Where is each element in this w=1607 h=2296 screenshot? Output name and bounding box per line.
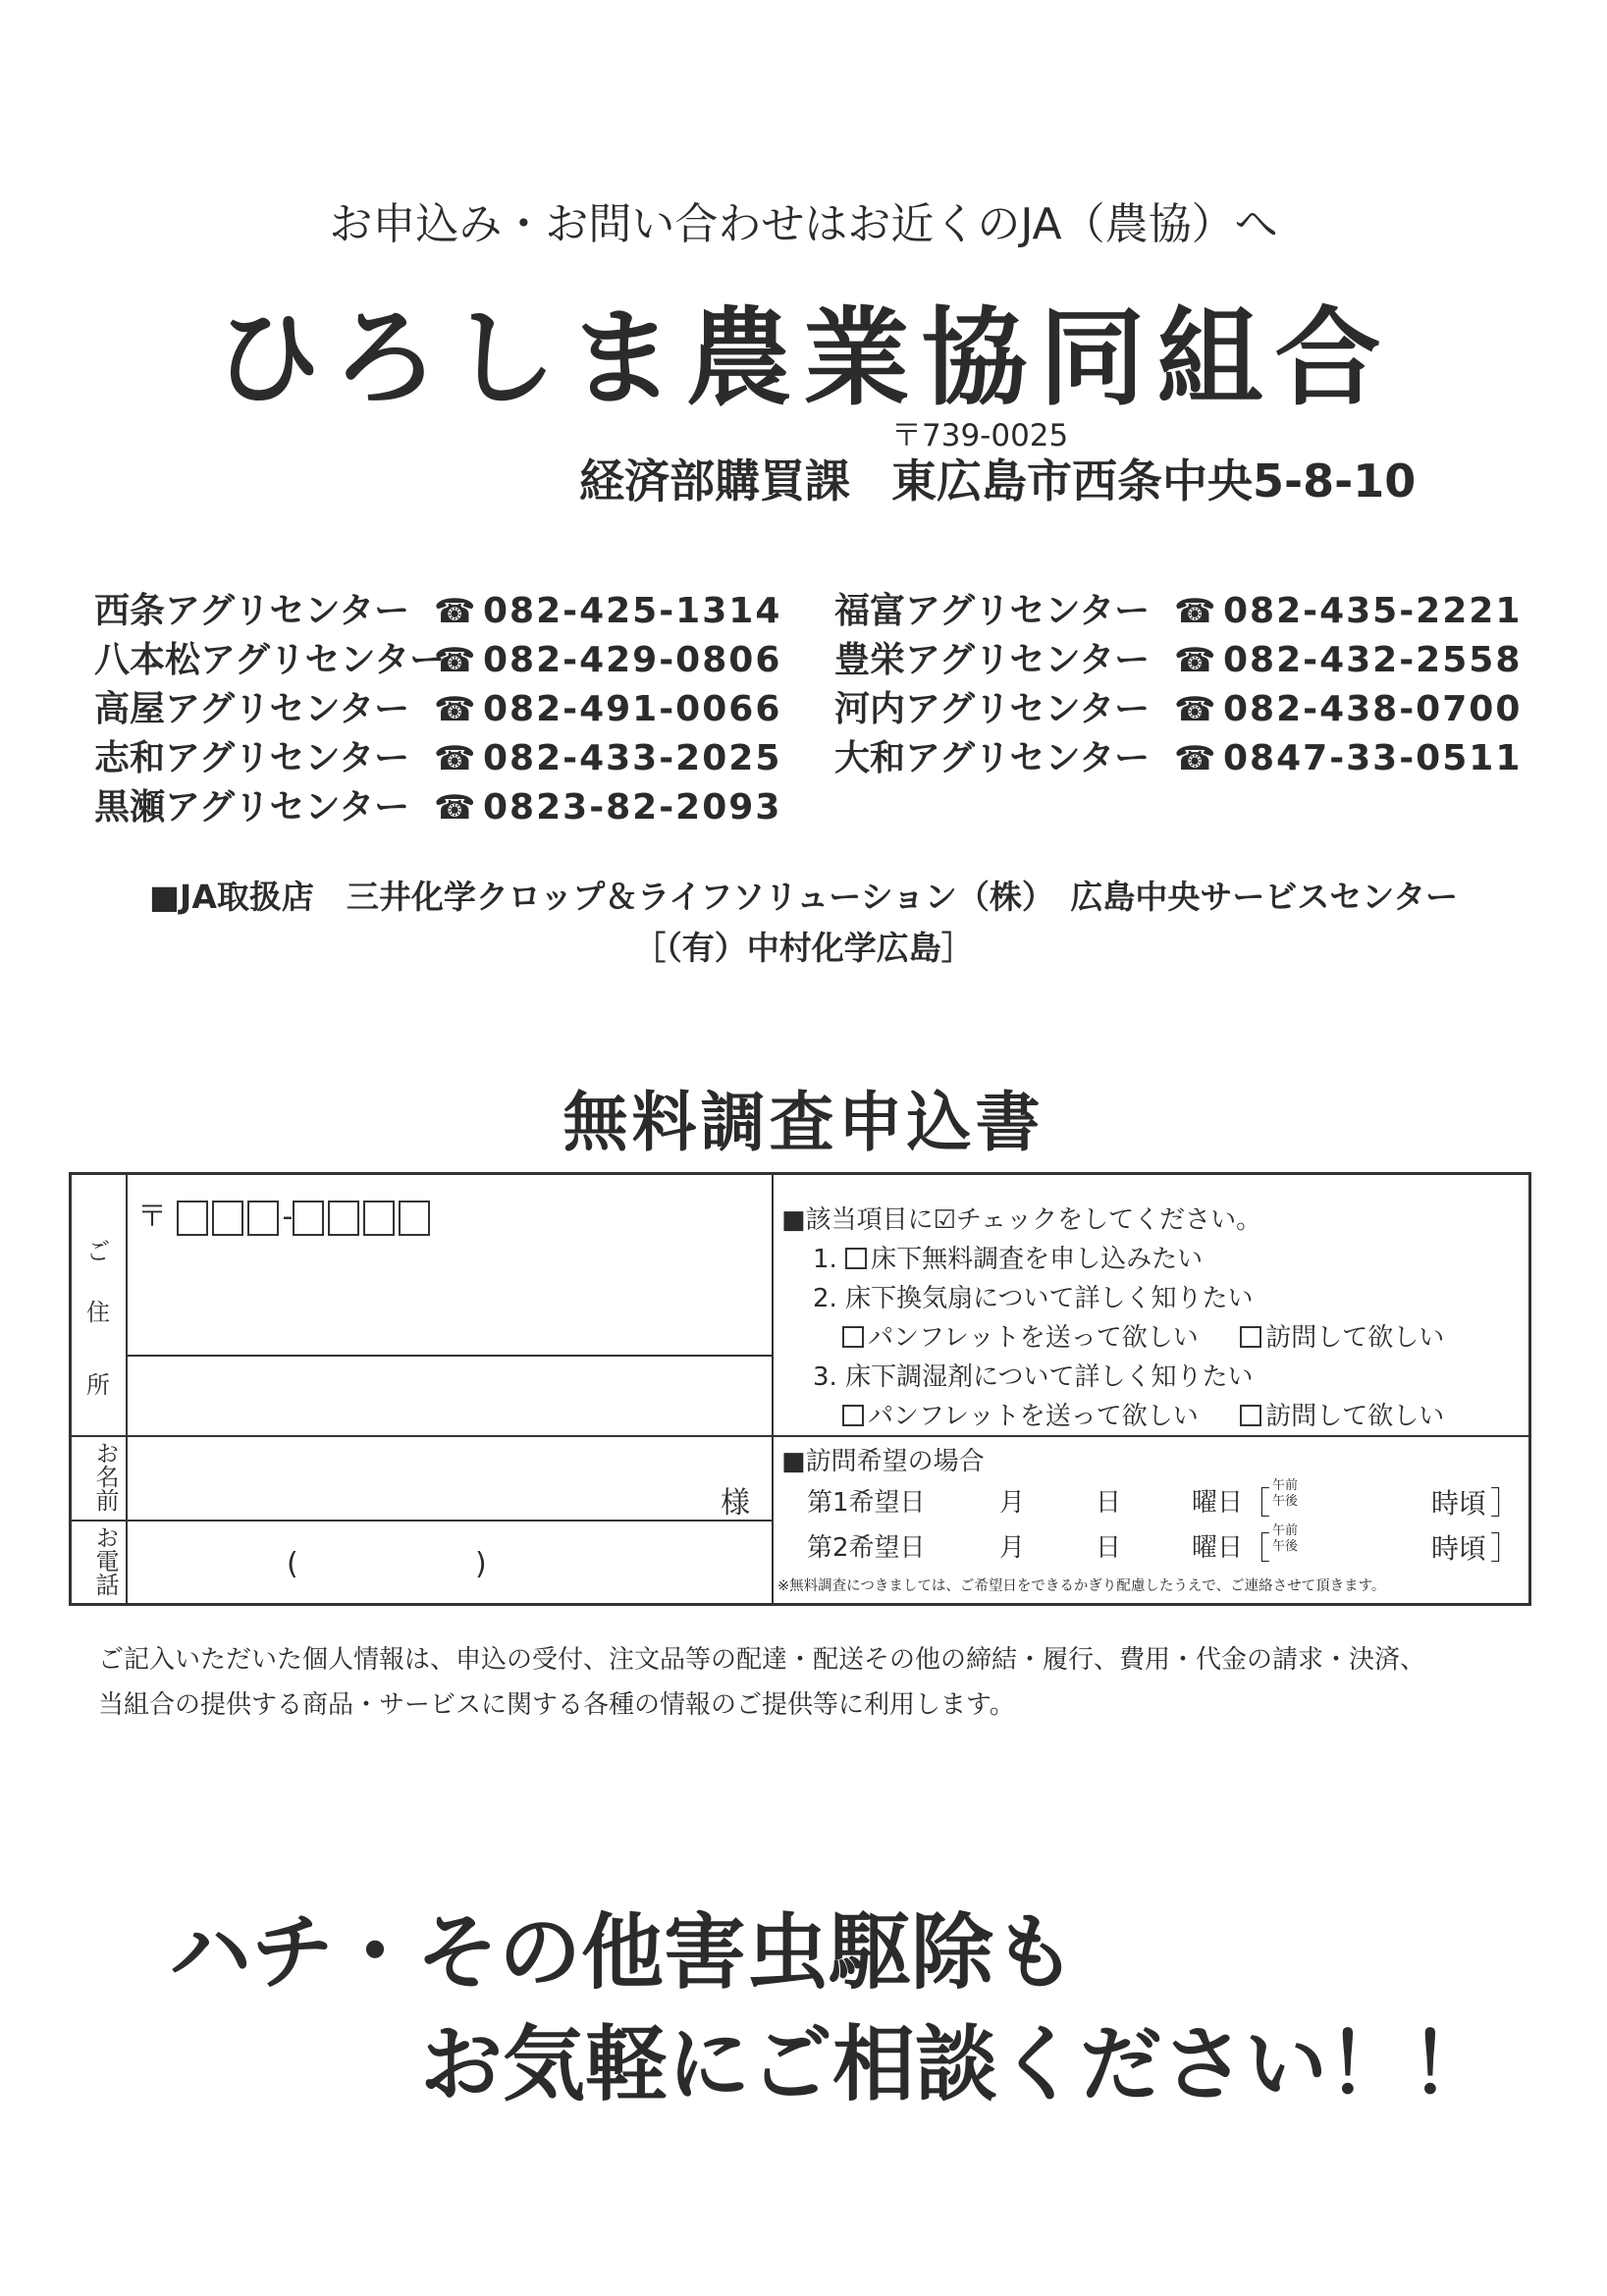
center-row [94,734,781,783]
center-phone: 0847-33-0511 [1223,738,1523,778]
shop-line-2: ［（有）中村化学広島］ [633,929,974,967]
phone-paren-open: ( [287,1547,298,1581]
privacy-notice [98,1637,1551,1728]
name-input[interactable] [130,1439,719,1518]
center-phone: 0823-82-2093 [483,787,782,828]
pref-2-month: 月 [999,1533,1026,1563]
name-phone-divider [69,1520,772,1522]
center-name: 志和アグリセンター [94,738,410,778]
pm-option[interactable]: 午後 [1272,1494,1299,1509]
item-2-pamphlet-checkbox[interactable] [842,1326,864,1348]
slogan-line-1: ハチ・その他害虫駆除も [169,1904,1077,2001]
item-2-pamphlet-label: パンフレットを送って欲しい [868,1323,1199,1353]
center-row [94,587,781,636]
address-divider [126,1355,772,1357]
center-row [94,783,781,832]
phone-icon: ☎ [434,739,476,778]
center-name: 福富アグリセンター [834,591,1151,631]
pref-1-weekday: 曜日 [1192,1488,1244,1518]
center-phone: 082-429-0806 [483,640,782,680]
center-name: 黒瀬アグリセンター [94,787,410,828]
am-option[interactable]: 午前 [1272,1523,1299,1538]
center-phone: 082-491-0066 [483,689,782,729]
phone-label: お電話 [91,1525,119,1596]
address-input-line-2[interactable] [130,1359,768,1433]
postal-digit-box[interactable] [177,1201,208,1236]
phone-paren-close: ) [475,1547,487,1581]
phone-icon: ☎ [1174,592,1216,631]
pref-2-label: 第2希望日 [807,1533,926,1563]
postal-digit-box[interactable] [399,1201,430,1236]
form-title: 無料調査申込書 [562,1085,1045,1160]
phone-input[interactable] [130,1523,768,1602]
postal-digit-box[interactable] [363,1201,395,1236]
address-input-line-1[interactable] [130,1247,768,1351]
center-phone: 082-425-1314 [483,591,782,631]
pref-2-bracket-close: ］ [1490,1529,1523,1567]
pref-1-day: 日 [1096,1488,1122,1518]
intro-text: お申込み・お問い合わせはお近くのJA（農協）へ [329,199,1278,249]
center-row [94,685,781,734]
pref-1-time: 時頃 [1431,1487,1487,1520]
row-divider [69,1435,1531,1437]
center-name: 河内アグリセンター [834,689,1151,729]
item-1-number: 1. [813,1245,837,1274]
privacy-line-2: 当組合の提供する商品・サービスに関する各種の情報のご提供等に利用します。 [98,1690,1015,1720]
pref-2-ampm[interactable] [1272,1523,1298,1555]
visit-header: ■訪問希望の場合 [781,1447,985,1476]
postal-digit-box[interactable] [328,1201,359,1236]
center-phone: 082-433-2025 [483,738,782,778]
phone-icon: ☎ [1174,739,1216,778]
postal-digit-box[interactable] [293,1201,324,1236]
phone-icon: ☎ [434,788,476,828]
center-name: 大和アグリセンター [834,738,1151,778]
pref-2-bracket-open: ［ [1239,1529,1271,1567]
center-row [834,587,1522,636]
center-phone: 082-432-2558 [1223,640,1523,680]
pref-1-month: 月 [999,1488,1026,1518]
pref-2-time: 時頃 [1431,1532,1487,1565]
department: 経済部購買課 [579,454,850,507]
postal-digit-box[interactable] [247,1201,279,1236]
phone-icon: ☎ [1174,690,1216,729]
item-1-checkbox[interactable] [845,1248,867,1269]
address-label-1: ご [86,1238,110,1265]
address: 東広島市西条中央5-8-10 [891,454,1417,507]
name-suffix: 様 [721,1486,750,1521]
address-label-3: 所 [86,1371,110,1399]
item-2-options [842,1317,1444,1354]
item-3-visit-checkbox[interactable] [1240,1405,1261,1426]
postal-dash: - [282,1200,294,1234]
item-3: 3. 床下調湿剤について詳しく知りたい [813,1362,1254,1392]
department-address [579,446,1416,510]
pref-1-bracket-open: ［ [1239,1484,1271,1522]
item-1-label: 床下無料調査を申し込みたい [871,1245,1204,1274]
item-2-visit-checkbox[interactable] [1240,1326,1261,1348]
center-name: 西条アグリセンター [94,591,410,631]
postal-code-field[interactable] [137,1192,434,1236]
shop-line-1: ■JA取扱店 三井化学クロップ＆ライフソリューション（株） 広島中央サービスセンター [148,878,1459,916]
center-phone: 082-438-0700 [1223,689,1523,729]
pref-1-label: 第1希望日 [807,1488,926,1518]
slogan-line-2: お気軽にご相談ください！！ [420,2016,1493,2112]
am-option[interactable]: 午前 [1272,1478,1299,1493]
phone-icon: ☎ [434,690,476,729]
center-divider [772,1172,774,1606]
pref-1-bracket-close: ］ [1490,1484,1523,1522]
form-note: ※無料調査につきましては、ご希望日をできるかぎり配慮したうえで、ご連絡させて頂きます。 [777,1578,1386,1594]
center-row [834,636,1522,685]
pref-2-weekday: 曜日 [1192,1533,1244,1563]
item-2: 2. 床下換気扇について詳しく知りたい [813,1284,1254,1313]
center-name: 八本松アグリセンター [94,640,446,680]
postal-digit-box[interactable] [212,1201,243,1236]
center-phone: 082-435-2221 [1223,591,1523,631]
item-3-pamphlet-checkbox[interactable] [842,1405,864,1426]
item-2-visit-label: 訪問して欲しい [1265,1323,1445,1353]
org-name: ひろしま農業協同組合 [214,297,1393,420]
item-3-options [842,1396,1444,1432]
center-name: 高屋アグリセンター [94,689,410,729]
item-3-visit-label: 訪問して欲しい [1265,1402,1445,1431]
pref-1-ampm[interactable] [1272,1478,1298,1510]
phone-icon: ☎ [1174,641,1216,680]
address-label-2: 住 [86,1299,110,1326]
privacy-line-1: ご記入いただいた個人情報は、申込の受付、注文品等の配達・配送その他の締結・履行、費用・代金の請求・決済、 [98,1645,1426,1675]
item-3-pamphlet-label: パンフレットを送って欲しい [868,1402,1199,1431]
center-row [834,685,1522,734]
center-row [834,734,1522,783]
center-name: 豊栄アグリセンター [834,640,1151,680]
postal-code: 〒739-0025 [891,418,1069,454]
item-1[interactable] [813,1239,1203,1275]
center-row [94,636,781,685]
name-label: お名前 [91,1441,119,1512]
phone-icon: ☎ [434,641,476,680]
postal-mark: 〒 [137,1200,167,1234]
pref-2-day: 日 [1096,1533,1122,1563]
phone-icon: ☎ [434,592,476,631]
pm-option[interactable]: 午後 [1272,1539,1299,1554]
check-header: ■該当項目に☑チェックをしてください。 [781,1205,1262,1235]
label-column-divider [126,1172,128,1606]
